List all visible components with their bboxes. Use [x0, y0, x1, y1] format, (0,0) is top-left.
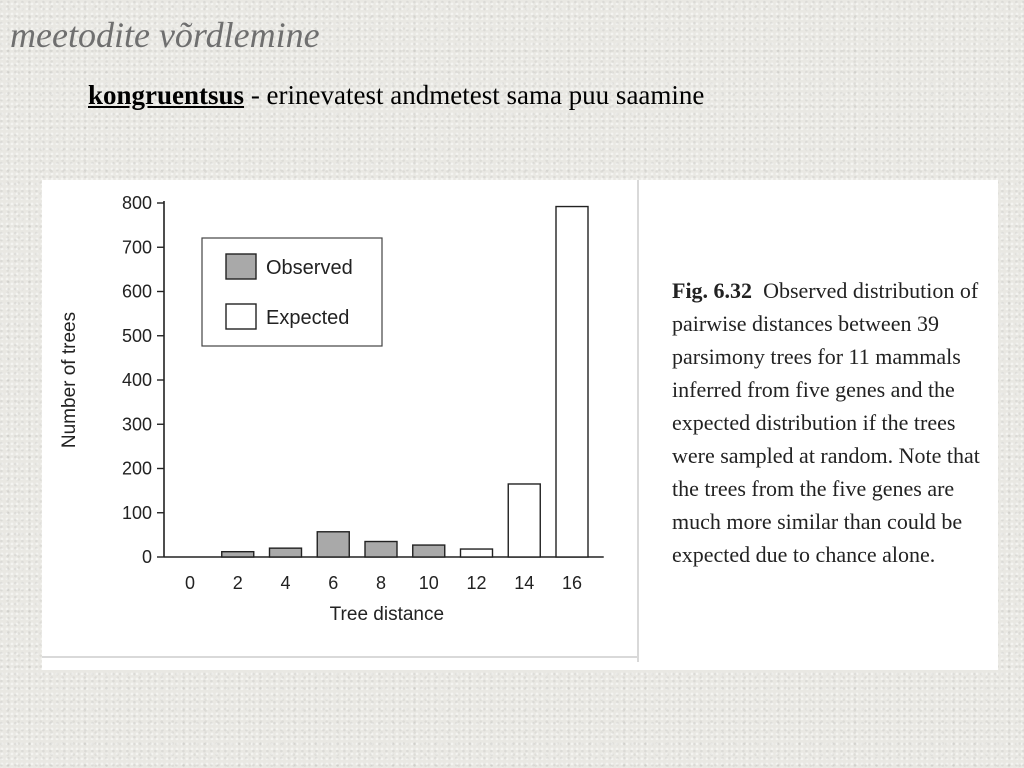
x-tick-label: 6 — [328, 573, 339, 593]
y-tick-label: 700 — [121, 237, 152, 258]
x-tick-label: 12 — [466, 573, 487, 593]
x-tick-label: 0 — [184, 573, 196, 593]
caption-figure-number: Fig. 6.32 — [672, 278, 753, 303]
slide-title: meetodite võrdlemine — [10, 15, 320, 55]
legend-swatch-observed — [226, 254, 256, 279]
legend-swatch-expected — [226, 304, 256, 329]
x-tick-label: 16 — [561, 573, 583, 593]
legend-label-expected: Expected — [266, 307, 350, 329]
bar-observed — [365, 542, 397, 557]
bar-observed — [270, 548, 302, 557]
y-tick-label: 600 — [121, 281, 152, 302]
bar-expected — [556, 207, 588, 557]
y-tick-label: 100 — [121, 502, 152, 523]
x-tick-label: 2 — [232, 573, 243, 593]
figure-caption — [672, 274, 1002, 571]
bar-observed — [413, 545, 445, 557]
x-tick-label: 10 — [418, 573, 439, 593]
figure-divider — [637, 180, 639, 662]
bar-observed — [222, 552, 254, 557]
y-tick-label: 400 — [121, 370, 152, 390]
x-tick-label: 14 — [514, 573, 535, 593]
subtitle-term: kongruentsus — [88, 80, 245, 110]
caption-text: Observed distribution of pairwise distances between 39 parsimony trees for 11 mammals inferred from five genes and the expected distribution if the trees were sampled at random. Note that the trees from the five genes are much more similar than could be expected due to chance alone. — [672, 278, 980, 567]
subtitle-definition: - erinevatest andmetest sama puu saamine — [244, 80, 705, 110]
figure-bottom-rule — [42, 656, 638, 658]
y-tick-label: 300 — [121, 414, 152, 435]
legend-label-observed: Observed — [266, 257, 353, 279]
x-axis-label: Tree distance — [329, 604, 445, 625]
bar-observed — [317, 532, 349, 557]
bar-expected — [461, 549, 493, 557]
bar-expected — [508, 484, 540, 557]
x-tick-label: 4 — [280, 573, 291, 593]
y-tick-label: 500 — [121, 325, 152, 346]
y-tick-label: 800 — [121, 193, 152, 213]
x-tick-label: 8 — [375, 573, 387, 593]
y-axis-label: Number of trees — [59, 311, 80, 449]
slide-subtitle — [88, 80, 704, 111]
bar-chart — [42, 180, 637, 656]
y-tick-label: 0 — [141, 547, 152, 567]
y-tick-label: 200 — [121, 458, 152, 479]
figure-panel — [42, 180, 998, 670]
